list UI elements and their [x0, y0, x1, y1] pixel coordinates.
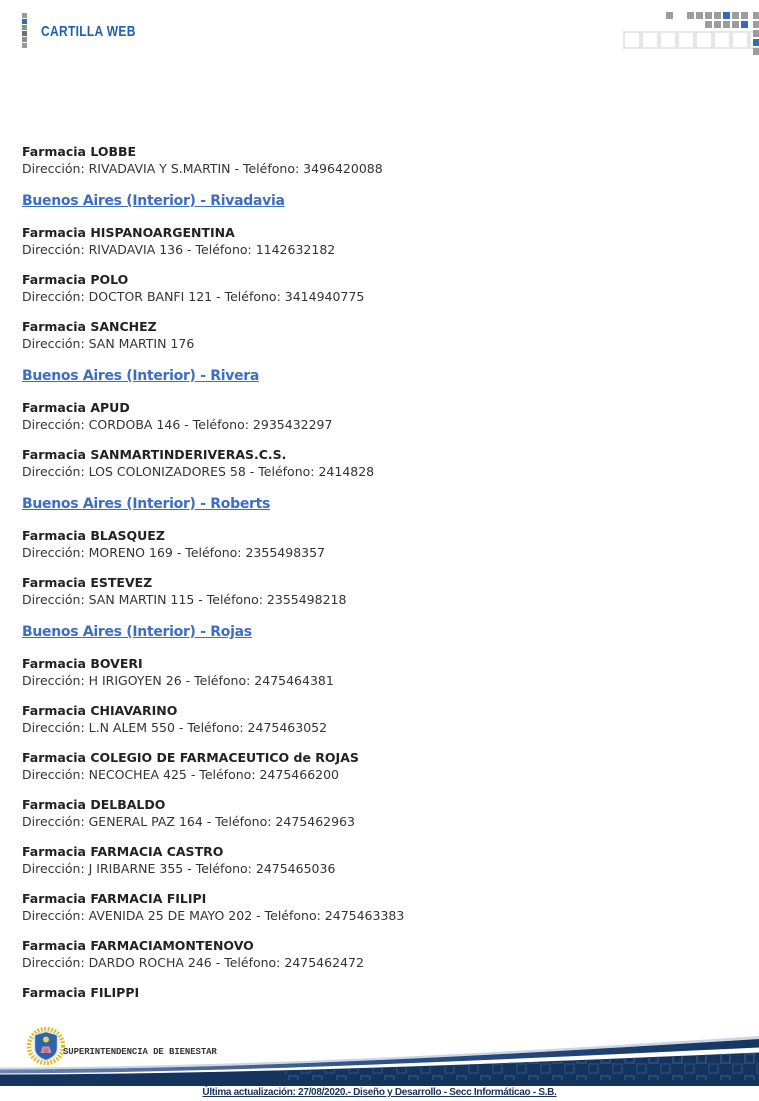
pharmacy-details: Dirección: H IRIGOYEN 26 - Teléfono: 2475464381	[22, 673, 334, 688]
pharmacy-entry	[22, 749, 739, 783]
pharmacy-entry	[22, 655, 739, 689]
pharmacy-name: Farmacia POLO	[22, 272, 129, 287]
section-heading	[22, 191, 739, 211]
pharmacy-name: Farmacia SANMARTINDERIVERAS.C.S.	[22, 447, 287, 462]
pharmacy-entry	[22, 890, 739, 924]
section-heading-link[interactable]: Buenos Aires (Interior) - Roberts	[22, 496, 271, 512]
pharmacy-details: Dirección: RIVADAVIA 136 - Teléfono: 1142632182	[22, 242, 336, 257]
pharmacy-details: Dirección: L.N ALEM 550 - Teléfono: 2475463052	[22, 720, 328, 735]
section-entries	[22, 527, 739, 608]
pharmacy-entry	[22, 318, 739, 352]
pharmacy-entry	[22, 984, 739, 1001]
pharmacy-entry	[22, 796, 739, 830]
section-entries	[22, 143, 739, 177]
directory-section	[22, 191, 739, 352]
pharmacy-name: Farmacia LOBBE	[22, 144, 137, 159]
section-heading	[22, 622, 739, 642]
pharmacy-name: Farmacia SANCHEZ	[22, 319, 157, 334]
pharmacy-details: Dirección: CORDOBA 146 - Teléfono: 2935432297	[22, 417, 333, 432]
brand-title: CARTILLA WEB	[41, 23, 136, 40]
pharmacy-details: Dirección: AVENIDA 25 DE MAYO 202 - Teléfono: 2475463383	[22, 908, 405, 923]
directory-section	[22, 366, 739, 480]
pharmacy-details: Dirección: NECOCHEA 425 - Teléfono: 2475466200	[22, 767, 340, 782]
pharmacy-name: Farmacia CHIAVARINO	[22, 703, 178, 718]
section-heading-link[interactable]: Buenos Aires (Interior) - Rivera	[22, 368, 260, 384]
pharmacy-name: Farmacia BLASQUEZ	[22, 528, 165, 543]
pharmacy-entry	[22, 574, 739, 608]
pharmacy-directory	[22, 0, 739, 1014]
pharmacy-entry	[22, 446, 739, 480]
pharmacy-details: Dirección: GENERAL PAZ 164 - Teléfono: 2475462963	[22, 814, 355, 829]
section-entries	[22, 655, 739, 1001]
organization-name: SUPERINTENDENCIA DE BIENESTAR	[63, 1047, 217, 1057]
pharmacy-name: Farmacia FILIPPI	[22, 985, 140, 1000]
pharmacy-details: Dirección: RIVADAVIA Y S.MARTIN - Teléfono: 3496420088	[22, 161, 383, 176]
pharmacy-entry	[22, 143, 739, 177]
superintendencia-crest-logo	[27, 1027, 65, 1065]
pharmacy-name: Farmacia ESTEVEZ	[22, 575, 153, 590]
directory-section	[22, 143, 739, 177]
pharmacy-details: Dirección: SAN MARTIN 115 - Teléfono: 2355498218	[22, 592, 347, 607]
section-heading	[22, 366, 739, 386]
pharmacy-entry	[22, 937, 739, 971]
pharmacy-name: Farmacia HISPANOARGENTINA	[22, 225, 235, 240]
pharmacy-details: Dirección: DARDO ROCHA 246 - Teléfono: 2475462472	[22, 955, 364, 970]
pharmacy-entry	[22, 271, 739, 305]
section-heading-link[interactable]: Buenos Aires (Interior) - Rojas	[22, 624, 252, 640]
pharmacy-details: Dirección: MORENO 169 - Teléfono: 2355498357	[22, 545, 326, 560]
section-entries	[22, 224, 739, 352]
pharmacy-name: Farmacia DELBALDO	[22, 797, 166, 812]
pharmacy-name: Farmacia FARMACIA CASTRO	[22, 844, 224, 859]
pharmacy-entry	[22, 843, 739, 877]
pharmacy-entry	[22, 702, 739, 736]
pharmacy-name: Farmacia FARMACIAMONTENOVO	[22, 938, 254, 953]
directory-section	[22, 622, 739, 1001]
pharmacy-name: Farmacia APUD	[22, 400, 130, 415]
update-info: Última actualización: 27/08/2020.- Diseño y Desarrollo - Secc Informáticao - S.B.	[202, 1087, 557, 1098]
pharmacy-details: Dirección: SAN MARTIN 176	[22, 336, 195, 351]
pharmacy-name: Farmacia COLEGIO DE FARMACEUTICO de ROJAS	[22, 750, 359, 765]
pharmacy-entry	[22, 224, 739, 258]
pharmacy-entry	[22, 399, 739, 433]
pharmacy-details: Dirección: J IRIBARNE 355 - Teléfono: 2475465036	[22, 861, 336, 876]
section-entries	[22, 399, 739, 480]
pharmacy-name: Farmacia FARMACIA FILIPI	[22, 891, 207, 906]
directory-section	[22, 494, 739, 608]
pharmacy-details: Dirección: DOCTOR BANFI 121 - Teléfono: 3414940775	[22, 289, 365, 304]
pharmacy-details: Dirección: LOS COLONIZADORES 58 - Teléfono: 2414828	[22, 464, 375, 479]
pharmacy-name: Farmacia BOVERI	[22, 656, 143, 671]
footer-wave-graphic	[0, 1030, 759, 1087]
section-heading-link[interactable]: Buenos Aires (Interior) - Rivadavia	[22, 193, 285, 209]
section-heading	[22, 494, 739, 514]
pharmacy-entry	[22, 527, 739, 561]
